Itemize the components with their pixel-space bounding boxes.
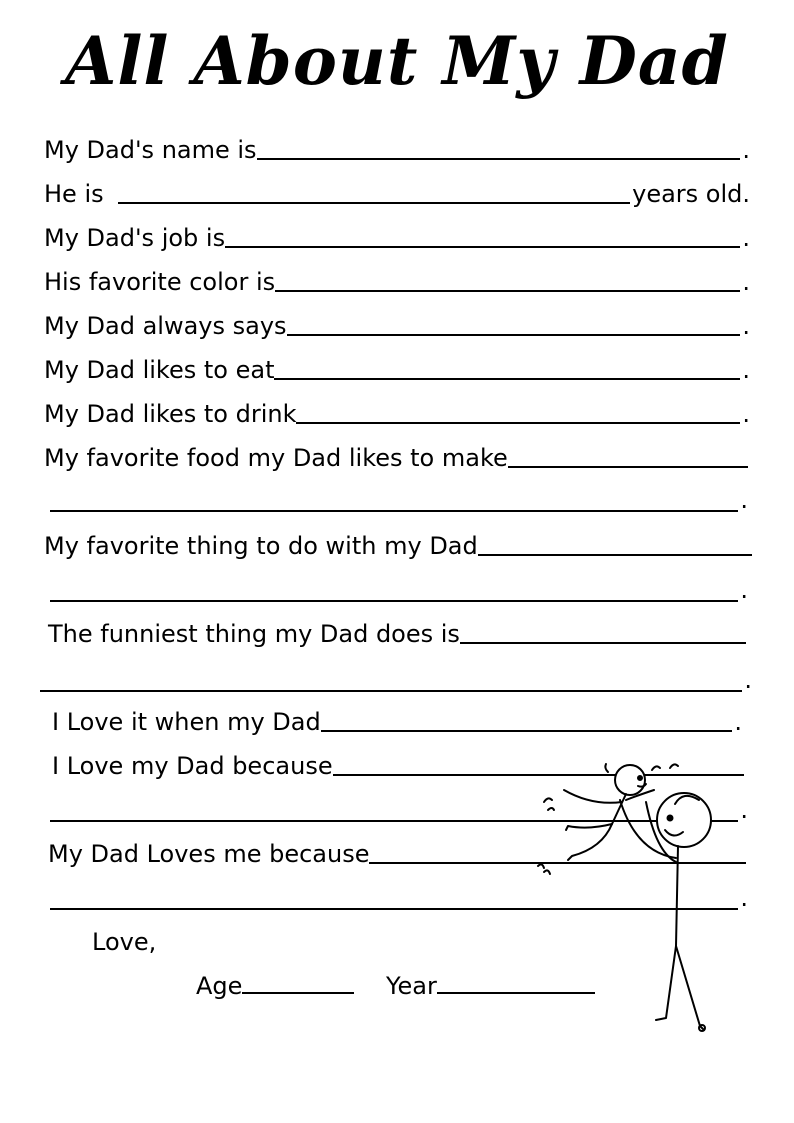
prompt-eat (44, 352, 750, 386)
prompt-food-blank[interactable] (508, 466, 748, 468)
prompt-eat-label: My Dad likes to eat (44, 356, 275, 384)
prompt-love-when-blank[interactable] (321, 730, 733, 732)
period: . (742, 312, 750, 340)
prompt-funniest (48, 616, 746, 650)
prompt-says (44, 308, 750, 342)
prompt-funniest-label: The funniest thing my Dad does is (48, 620, 460, 648)
prompt-color-blank[interactable] (275, 290, 740, 292)
age-label: Age (196, 972, 243, 1000)
continuation-blank[interactable] (50, 510, 738, 512)
prompt-food-label: My favorite food my Dad likes to make (44, 444, 508, 472)
prompt-job-label: My Dad's job is (44, 224, 226, 252)
prompt-food (44, 440, 748, 474)
year-label: Year (386, 972, 437, 1000)
prompt-says-label: My Dad always says (44, 312, 287, 340)
prompt-food-continuation[interactable] (50, 484, 748, 518)
page-title: All About My Dad (65, 22, 729, 100)
period: . (742, 268, 750, 296)
prompt-age (44, 176, 750, 210)
period: . (742, 224, 750, 252)
prompt-name-label: My Dad's name is (44, 136, 257, 164)
period: . (742, 356, 750, 384)
prompt-name-blank[interactable] (257, 158, 741, 160)
closing-love: Love, (92, 928, 157, 956)
prompt-eat-blank[interactable] (274, 378, 740, 380)
period: . (742, 400, 750, 428)
stick-figure-dad-lifting-child-icon (530, 760, 730, 1040)
continuation-blank[interactable] (50, 600, 738, 602)
prompt-thing (44, 528, 752, 562)
period: . (744, 666, 752, 694)
prompt-funniest-continuation[interactable] (40, 664, 752, 698)
prompt-funniest-blank[interactable] (460, 642, 746, 644)
period: . (740, 486, 748, 514)
prompt-job (44, 220, 750, 254)
prompt-love-when-label: I Love it when my Dad (52, 708, 321, 736)
continuation-blank[interactable] (40, 690, 742, 692)
prompt-thing-blank[interactable] (478, 554, 752, 556)
period: . (740, 884, 748, 912)
period: . (742, 136, 750, 164)
prompt-drink (44, 396, 750, 430)
prompt-drink-blank[interactable] (296, 422, 740, 424)
prompt-color-label: His favorite color is (44, 268, 276, 296)
prompt-drink-label: My Dad likes to drink (44, 400, 297, 428)
prompt-says-blank[interactable] (287, 334, 741, 336)
age-blank[interactable] (242, 992, 354, 994)
period: . (740, 796, 748, 824)
prompt-age-blank[interactable] (118, 202, 630, 204)
prompt-thing-label: My favorite thing to do with my Dad (44, 532, 478, 560)
age-field (196, 966, 354, 1000)
prompt-name (44, 132, 750, 166)
prompt-love-when (52, 704, 742, 738)
prompt-loves-me-label: My Dad Loves me because (48, 840, 370, 868)
prompt-thing-continuation[interactable] (50, 574, 748, 608)
prompt-love-because-label: I Love my Dad because (52, 752, 333, 780)
period: . (740, 576, 748, 604)
prompt-age-suffix: years old. (632, 180, 750, 208)
prompt-color (44, 264, 750, 298)
prompt-job-blank[interactable] (225, 246, 740, 248)
period: . (734, 708, 742, 736)
prompt-age-label: He is (44, 180, 104, 208)
